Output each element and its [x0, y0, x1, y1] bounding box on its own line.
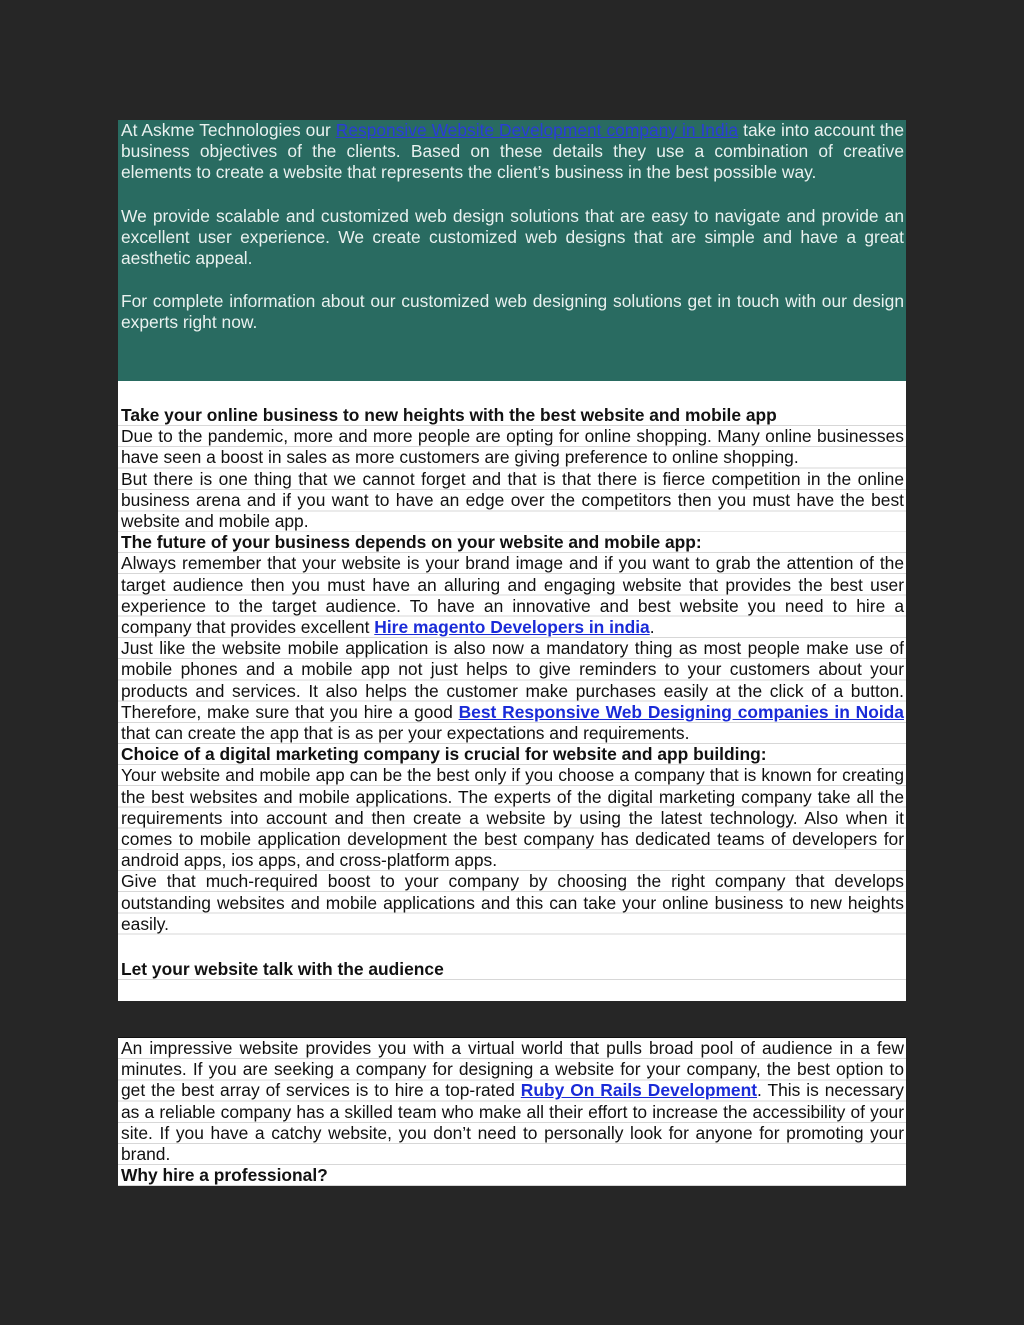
hire-magento-developers-link[interactable]: Hire magento Developers in india [374, 617, 650, 638]
intro-text: take into account the business objectives of the clients. Based on these details they use a combination of creative elements to create a website that represents the client’s business in the best possible way. [121, 120, 904, 183]
paragraph-text: Just like the website mobile application is also now a mandatory thing as most people make use of mobile phones and a mobile app not just helps to give reminders to your customers about your products and services. It also helps the customer make purchases easily at the click of a button. Therefore, make sure that you hire a good [121, 638, 904, 722]
paragraph-text: . [649, 617, 655, 638]
intro-paragraph-2: We provide scalable and customized web design solutions that are easy to navigate and provide an excellent user experience. We create customized web designs that are simple and have a great aesthetic appeal. [121, 205, 904, 269]
lower-content-block [118, 1037, 906, 1186]
paragraph-competition: But there is one thing that we cannot forget and that is that there is fierce competition in the online business arena and if you want to have an edge over the competitors then you must have the best website and mobile app. [118, 469, 906, 533]
best-responsive-web-designing-link[interactable]: Best Responsive Web Designing companies in Noida [458, 701, 904, 722]
section-heading-future: The future of your business depends on your website and mobile app: [118, 532, 906, 553]
paragraph-text: An impressive website provides you with a virtual world that pulls broad pool of audience in a few minutes. If you are seeking a company for designing a website for your company, the best option to get the best array of services is to hire a top-rated [121, 1038, 904, 1101]
intro-text: At Askme Technologies our [121, 120, 336, 140]
intro-paragraph-3: For complete information about our customized web designing solutions get in touch with our design experts right now. [121, 291, 904, 333]
paragraph-impressive-website [118, 1038, 906, 1165]
intro-block [118, 120, 906, 381]
paragraph-brand-image [118, 553, 906, 638]
paragraph-text: Always remember that your website is your brand image and if you want to grab the attention of the target audience then you must have an alluring and engaging website that provides the best user experience to the target audience. To have an innovative and best website you need to hire a company that provides excellent [121, 553, 904, 638]
paragraph-boost: Give that much-required boost to your company by choosing the right company that develops outstanding websites and mobile applications and this can take your online business to new heights easily. [118, 871, 906, 935]
ruby-on-rails-development-link[interactable]: Ruby On Rails Development [520, 1080, 757, 1101]
paragraph-text: . This is necessary as a reliable company has a skilled team who make all their effort to increase the accessibility of your site. If you have a catchy website, you don’t need to personally look for anyone for promoting your brand. [121, 1080, 905, 1165]
main-content-block [118, 381, 906, 1001]
paragraph-text: that can create the app that is as per your expectations and requirements. [121, 723, 690, 744]
section-heading-why-hire: Why hire a professional? [118, 1165, 906, 1186]
paragraph-choose-company: Your website and mobile app can be the best only if you choose a company that is known for creating the best websites and mobile applications. The experts of the digital marketing company take all the requirements into account and then create a website by using the latest technology. Also when it comes to mobile application development the best company has dedicated teams of developers for android apps, ios apps, and cross-platform apps. [118, 765, 906, 871]
spacer [118, 935, 906, 959]
section-heading-digital-marketing: Choice of a digital marketing company is crucial for website and app building: [118, 744, 906, 765]
spacer [118, 381, 906, 405]
intro-paragraph-1 [118, 120, 906, 184]
section-heading-audience: Let your website talk with the audience [118, 959, 906, 980]
section-heading-online-business: Take your online business to new heights with the best website and mobile app [118, 405, 906, 426]
paragraph-mobile-app [118, 638, 906, 744]
responsive-website-development-link[interactable]: Responsive Website Development company in India [335, 120, 739, 140]
paragraph-pandemic: Due to the pandemic, more and more people are opting for online shopping. Many online businesses have seen a boost in sales as more customers are giving preference to online shopping. [118, 426, 906, 468]
